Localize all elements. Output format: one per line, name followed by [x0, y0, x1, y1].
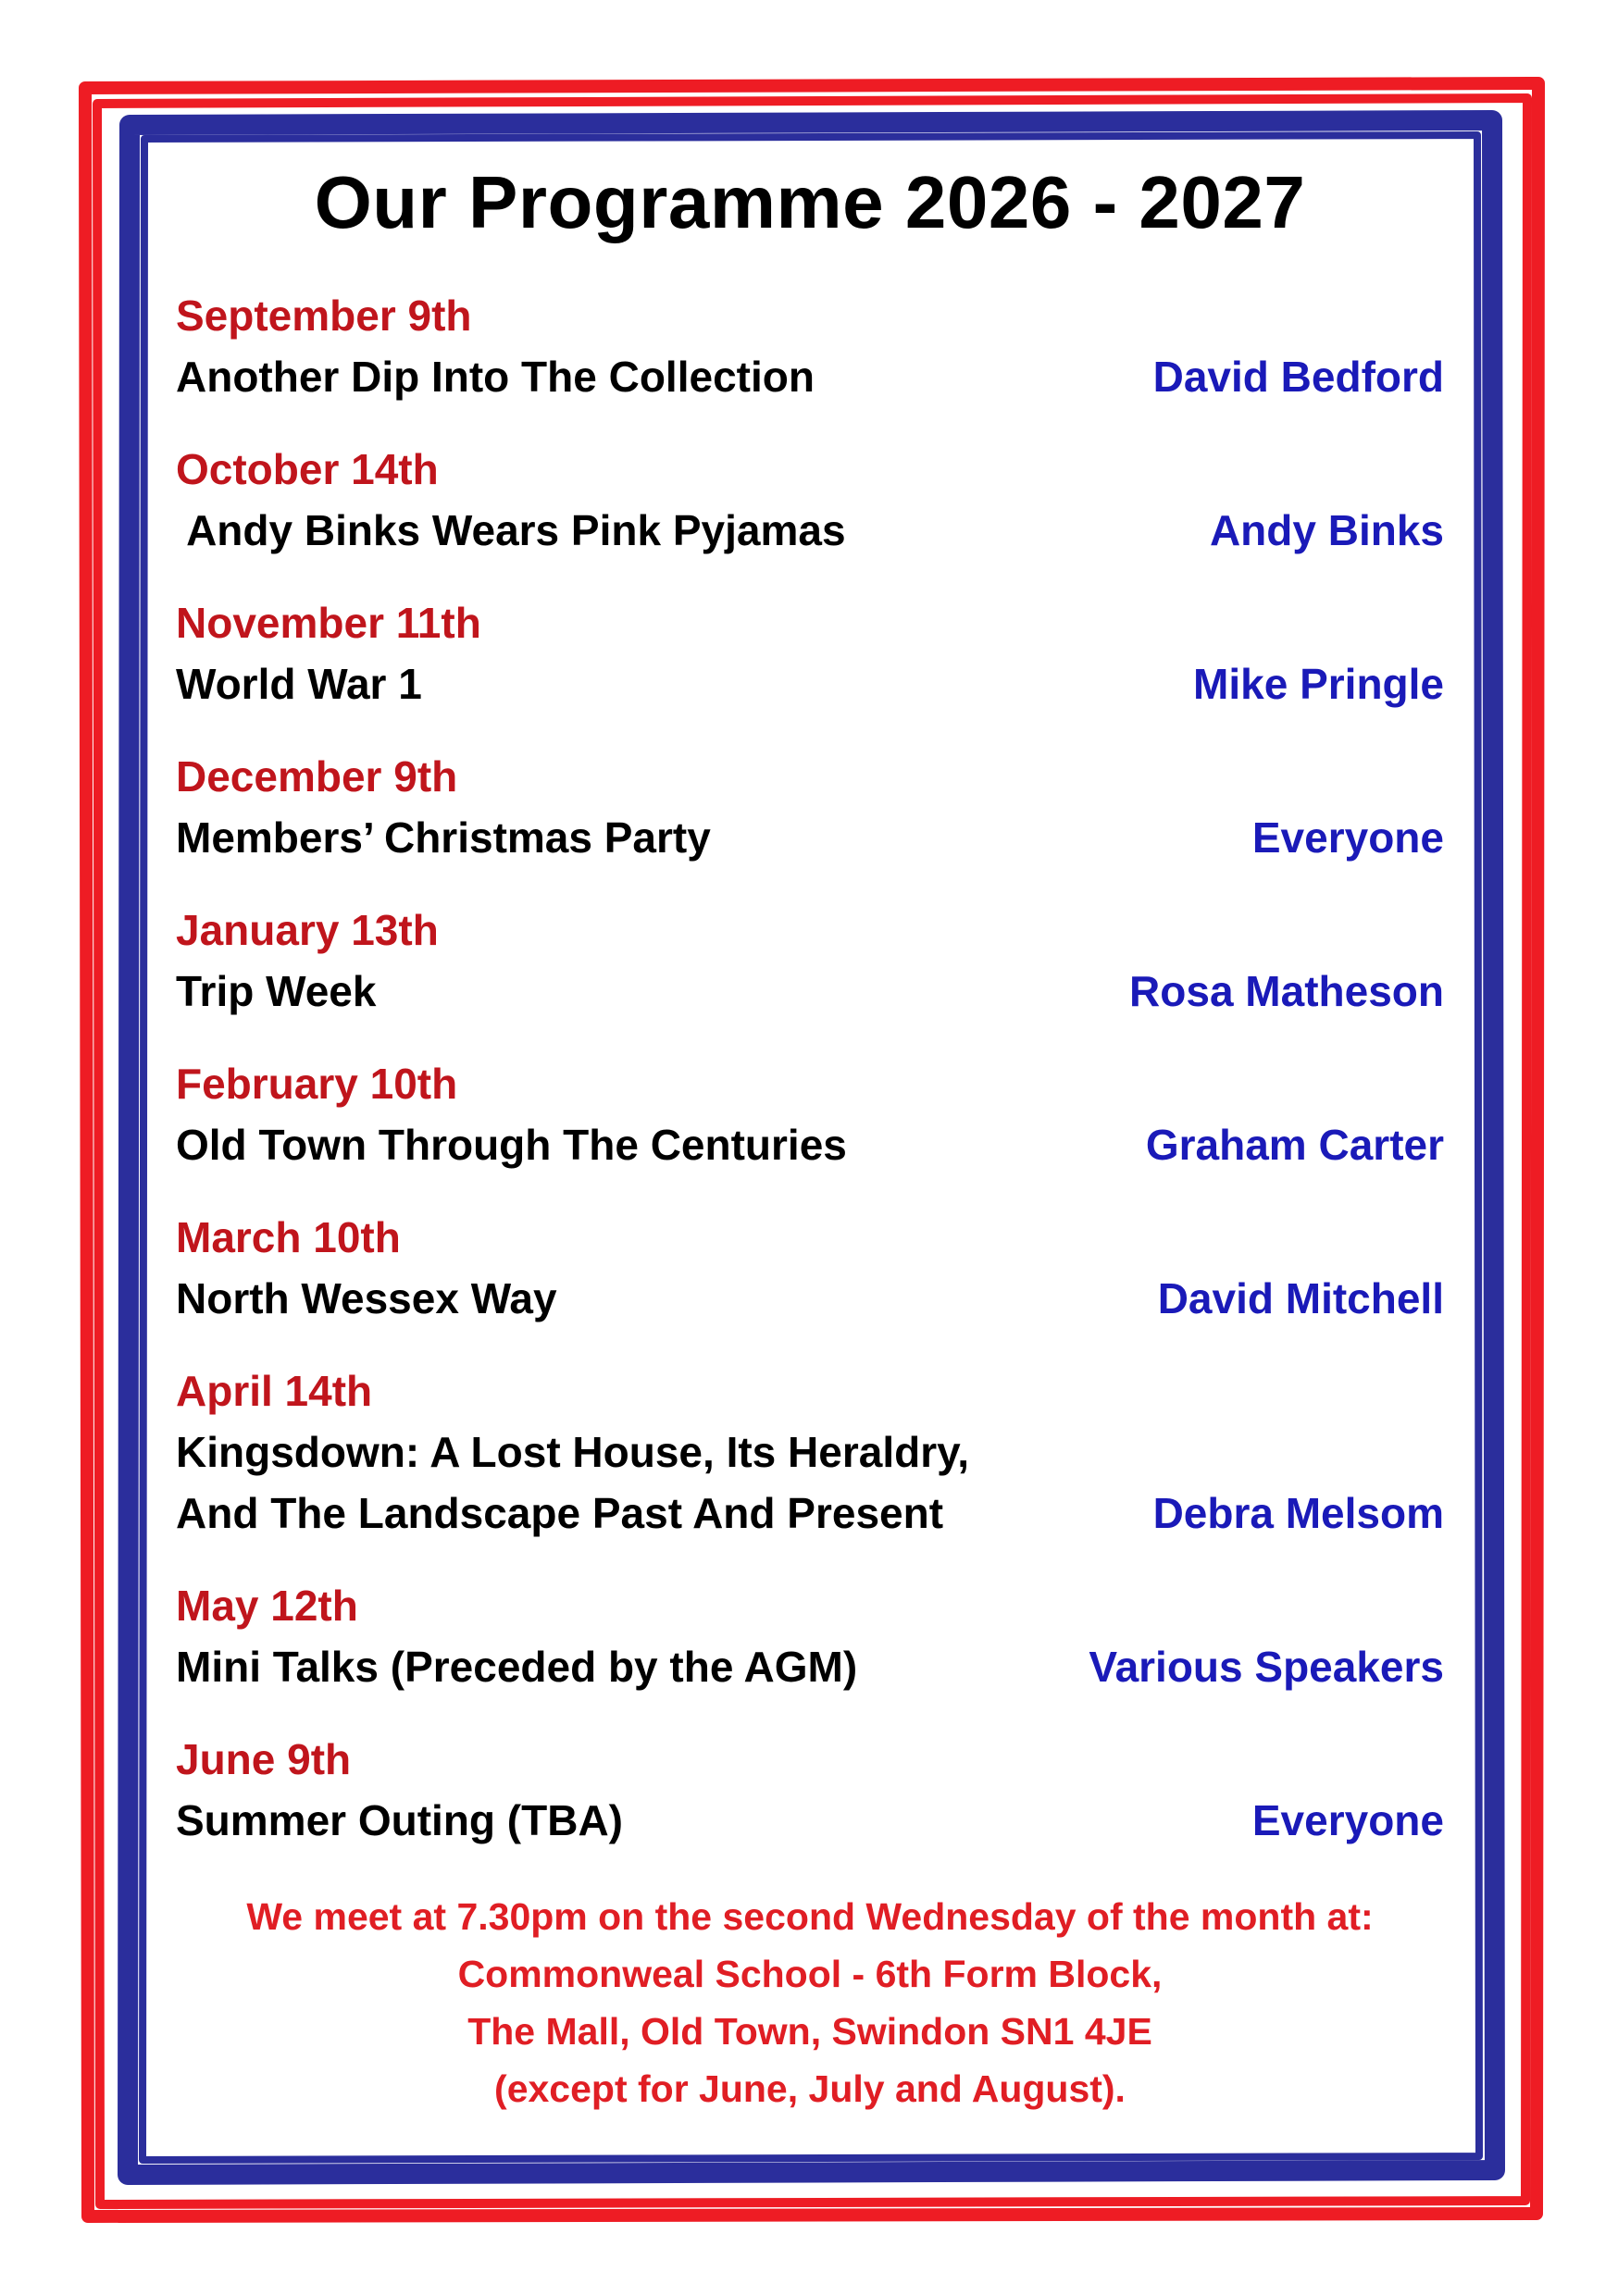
event-row [176, 653, 1444, 714]
event-topic-line: North Wessex Way [176, 1274, 557, 1322]
event-row [176, 1790, 1444, 1851]
event-date: October 14th [176, 445, 439, 493]
event-topic [176, 653, 422, 714]
event-date: February 10th [176, 1060, 458, 1108]
event-topic-line: Trip Week [176, 967, 377, 1015]
event-speaker: Everyone [1251, 813, 1444, 862]
meeting-info [176, 1888, 1444, 2117]
event-speaker: Various Speakers [1089, 1643, 1444, 1691]
event-date: November 11th [176, 599, 481, 647]
event-topic [176, 500, 846, 561]
event-speaker: Graham Carter [1145, 1121, 1444, 1169]
meeting-info-line: We meet at 7.30pm on the second Wednesday of the month at: [246, 1895, 1374, 1938]
event-speaker: David Mitchell [1157, 1274, 1444, 1322]
event-speaker: Andy Binks [1209, 506, 1444, 554]
event-date: January 13th [176, 906, 439, 954]
event-date: June 9th [176, 1735, 352, 1783]
event-row [176, 500, 1444, 561]
event-speaker: Rosa Matheson [1129, 967, 1444, 1015]
event-speaker: Everyone [1251, 1796, 1444, 1844]
event-date: April 14th [176, 1367, 373, 1415]
event-topic [176, 961, 376, 1022]
event-row [176, 346, 1444, 407]
event-topic [176, 1114, 847, 1175]
meeting-info-line: Commonweal School - 6th Form Block, [457, 1953, 1163, 1995]
event-item [176, 746, 1444, 868]
event-topic [176, 1421, 969, 1544]
event-item [176, 1207, 1444, 1329]
event-date: March 10th [176, 1213, 401, 1261]
event-item [176, 900, 1444, 1022]
event-date: December 9th [176, 752, 458, 800]
event-list [176, 285, 1444, 1851]
event-item [176, 1053, 1444, 1175]
programme-content [176, 148, 1444, 1882]
event-row [176, 1114, 1444, 1175]
event-row [176, 1268, 1444, 1329]
event-topic [176, 807, 711, 868]
event-speaker: David Bedford [1152, 353, 1444, 401]
event-topic [176, 1268, 557, 1329]
page-title: Our Programme 2026 - 2027 [314, 161, 1306, 243]
event-topic-line: Members’ Christmas Party [176, 813, 711, 862]
event-topic [176, 346, 815, 407]
event-topic-line: And The Landscape Past And Present [176, 1489, 944, 1537]
meeting-info-line: (except for June, July and August). [494, 2067, 1126, 2110]
event-topic-line: Kingsdown: A Lost House, Its Heraldry, [176, 1428, 970, 1476]
event-topic [176, 1790, 623, 1851]
event-topic-line: Summer Outing (TBA) [176, 1796, 623, 1844]
event-item [176, 1729, 1444, 1851]
event-row [176, 961, 1444, 1022]
meeting-info-line: The Mall, Old Town, Swindon SN1 4JE [467, 2010, 1152, 2053]
event-row [176, 1421, 1444, 1544]
event-item [176, 1575, 1444, 1697]
event-topic-line: World War 1 [176, 660, 422, 708]
event-topic-line: Andy Binks Wears Pink Pyjamas [176, 506, 846, 554]
event-item [176, 1360, 1444, 1544]
event-speaker: Mike Pringle [1193, 660, 1444, 708]
event-date: May 12th [176, 1582, 358, 1630]
event-topic-line: Mini Talks (Preceded by the AGM) [176, 1643, 858, 1691]
event-topic-line: Old Town Through The Centuries [176, 1121, 847, 1169]
event-speaker: Debra Melsom [1152, 1489, 1444, 1537]
event-row [176, 807, 1444, 868]
event-topic [176, 1636, 857, 1697]
event-date: September 9th [176, 292, 472, 340]
event-item [176, 439, 1444, 561]
event-topic-line: Another Dip Into The Collection [176, 353, 815, 401]
event-row [176, 1636, 1444, 1697]
event-item [176, 285, 1444, 407]
event-item [176, 592, 1444, 714]
